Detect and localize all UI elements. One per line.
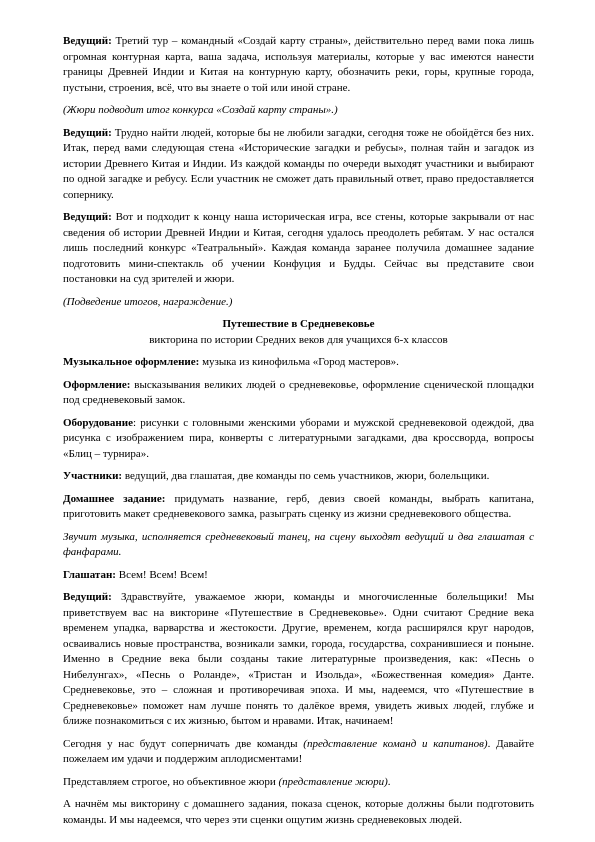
paragraph-decoration: [63, 378, 534, 409]
paragraph-homework: [63, 492, 534, 523]
section-title: Путешествие в Средневековье: [222, 318, 375, 330]
field-text: : рисунки с головными женскими уборами и мужской средневековой одеждой, два рисунка с изображением пира, конверты с литературными загадками, два кроссворда, вопросы «Блиц – турнира».: [63, 416, 534, 460]
field-text: музыка из кинофильма «Город мастеров».: [199, 356, 399, 368]
field-label: Домашнее задание:: [63, 492, 166, 505]
field-label: Участники:: [63, 470, 123, 482]
paragraph-participants: [63, 469, 534, 485]
field-text: придумать название, герб, девиз своей команды, выбрать капитана, приготовить макет средневекового замка, разыграть сценку из жизни средневекового общества.: [63, 492, 534, 520]
speaker-label: Глашатан:: [63, 568, 116, 581]
paragraph-host-welcome: [63, 590, 534, 730]
field-text: ведущий, два глашатая, две команды по семь участников, жюри, болельщики.: [122, 470, 490, 482]
paragraph-text: Всем! Всем! Всем!: [115, 568, 208, 581]
field-label: Оформление:: [63, 378, 131, 391]
section-subtitle: викторина по истории Средних веков для учащихся 6-х классов: [149, 333, 448, 346]
paragraph-music: [63, 355, 534, 371]
paragraph-text: .: [387, 775, 391, 788]
paragraph-teams: [63, 737, 534, 768]
stage-direction: Звучит музыка, исполняется средневековый танец, на сцену выходят ведущий и два глашатая с фанфарами.: [63, 530, 534, 558]
paragraph-host-third-round: [63, 34, 534, 96]
speaker-label: Ведущий:: [63, 126, 112, 139]
paragraph-text: Вот и подходит к концу наша историческая игра, все стены, которые закрывали от нас сведения об истории Древней Индии и Китая, сегодня удалось преодолеть ребятам. У нас остался лишь последний конкурс «Театральный». Каждая команда заранее получила домашнее задание подготовить мини-спектакль об учении Конфуция и Будды. Сейчас вы представите свои постановки на суд зрителей и жюри.: [63, 211, 534, 285]
field-text: высказывания великих людей о средневековье, оформление сценической площадки под средневековый замок.: [63, 378, 534, 406]
paragraph-equipment: [63, 416, 534, 463]
paragraph-text: . Давайте пожелаем им удачи и поддержим аплодисментами!: [63, 737, 534, 765]
stage-direction: (Подведение итогов, награждение.): [63, 295, 233, 308]
inline-direction: (представление команд и капитанов): [303, 737, 488, 750]
paragraph-text: Третий тур – командный «Создай карту страны», действительно перед вами пока лишь огромная контурная карта, ваша задача, используя материалы, которые у вас имеются нанести границы Древней Индии и Китая на контурную карту, обозначить реки, горы, крупные города, пустыни, строения, всё, что вы знаете о той или иной стране.: [63, 35, 534, 94]
field-label: Оборудование: [63, 416, 133, 429]
paragraph-text: Сегодня у нас будут соперничать две команды: [63, 737, 304, 750]
paragraph-text: Трудно найти людей, которые бы не любили загадки, сегодня тоже не обойдётся без них. Итак, перед вами следующая стена «Исторические загадки и ребусы», полная тайн и загадок из истории Древнего Китая и Индии. Из каждой команды по очереди выходят участники и выбирают по одной загадке и ребусу. Если участник не сможет дать правильный ответ, право предоставляется сопернику.: [63, 126, 534, 201]
paragraph-host-riddles: [63, 126, 534, 204]
stage-direction: (Жюри подводит итог конкурса «Создай карту страны».): [63, 104, 338, 116]
paragraph-text: Здравствуйте, уважаемое жюри, команды и многочисленные болельщики! Мы приветствуем вас на викторине «Путешествие в Средневековье». Одни считают Средние века временем упадка, варварства и жестокости. Другие, временем, когда расширялся круг народов, осваивались новые пространства, возникали замки, города, государства, сохранившиеся и поныне. Именно в Средние века были созданы такие литературные произведения, как: «Песнь о Нибелунгах», «Песнь о Роланде», «Тристан и Изольда», «Божественная комедия» Данте. Средневековье, это – сложная и противоречивая эпоха. И мы, надеемся, что «Путешествие в Средневековье» поможет нам лучше понять то далёкое время, увидеть живых людей, глубже и ближе познакомиться с их жизнью, бытом и нравами. Итак, начинаем!: [63, 591, 534, 727]
paragraph-start: А начнём мы викторину с домашнего задания, показа сценок, которые должны были подготовить команды. И мы надеемся, что через эти сценки ощутим жизнь средневековых людей.: [63, 798, 534, 826]
speaker-label: Ведущий:: [63, 591, 112, 603]
inline-direction: (представление жюри): [278, 775, 388, 788]
speaker-label: Ведущий:: [63, 35, 112, 47]
paragraph-host-theatre: [63, 210, 534, 288]
paragraph-jury: [63, 775, 534, 791]
paragraph-herald: [63, 568, 534, 584]
speaker-label: Ведущий:: [63, 211, 112, 223]
field-label: Музыкальное оформление:: [63, 356, 200, 368]
paragraph-text: Представляем строгое, но объективное жюри: [63, 775, 279, 788]
